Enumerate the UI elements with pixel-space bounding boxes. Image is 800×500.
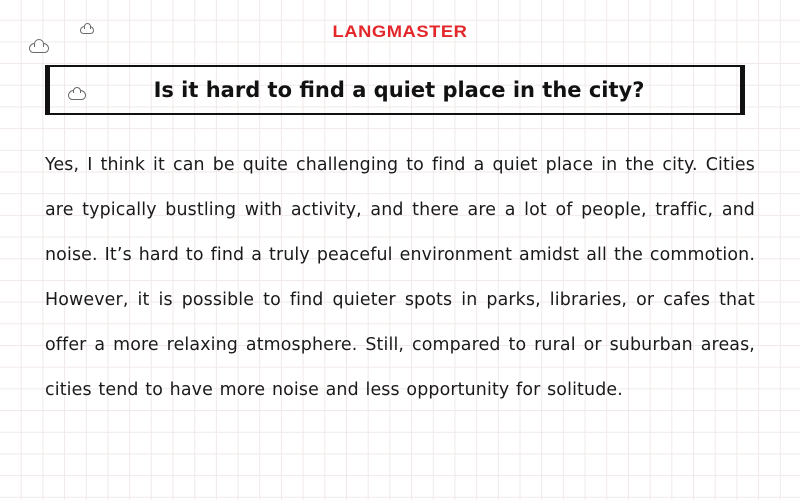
cloud-icon [80, 26, 94, 34]
answer-paragraph: Yes, I think it can be quite challenging to find a quiet place in the city. Cities are typically bustling with activity, and there are a lot of people, traffic, and noise. It’s hard to find a truly peaceful environment amidst all the commotion. However, it is possible to find quieter spots in parks, libraries, or cafes that offer a more relaxing atmosphere. Still, compared to rural or suburban areas, cities tend to have more noise and less opportunity for solitude. [45, 155, 755, 400]
cloud-icon [29, 43, 49, 53]
cloud-icon [68, 90, 86, 100]
question-title: Is it hard to find a quiet place in the city? [153, 78, 645, 102]
question-box [45, 65, 745, 115]
brand-logo: LANGMASTER [332, 22, 468, 41]
